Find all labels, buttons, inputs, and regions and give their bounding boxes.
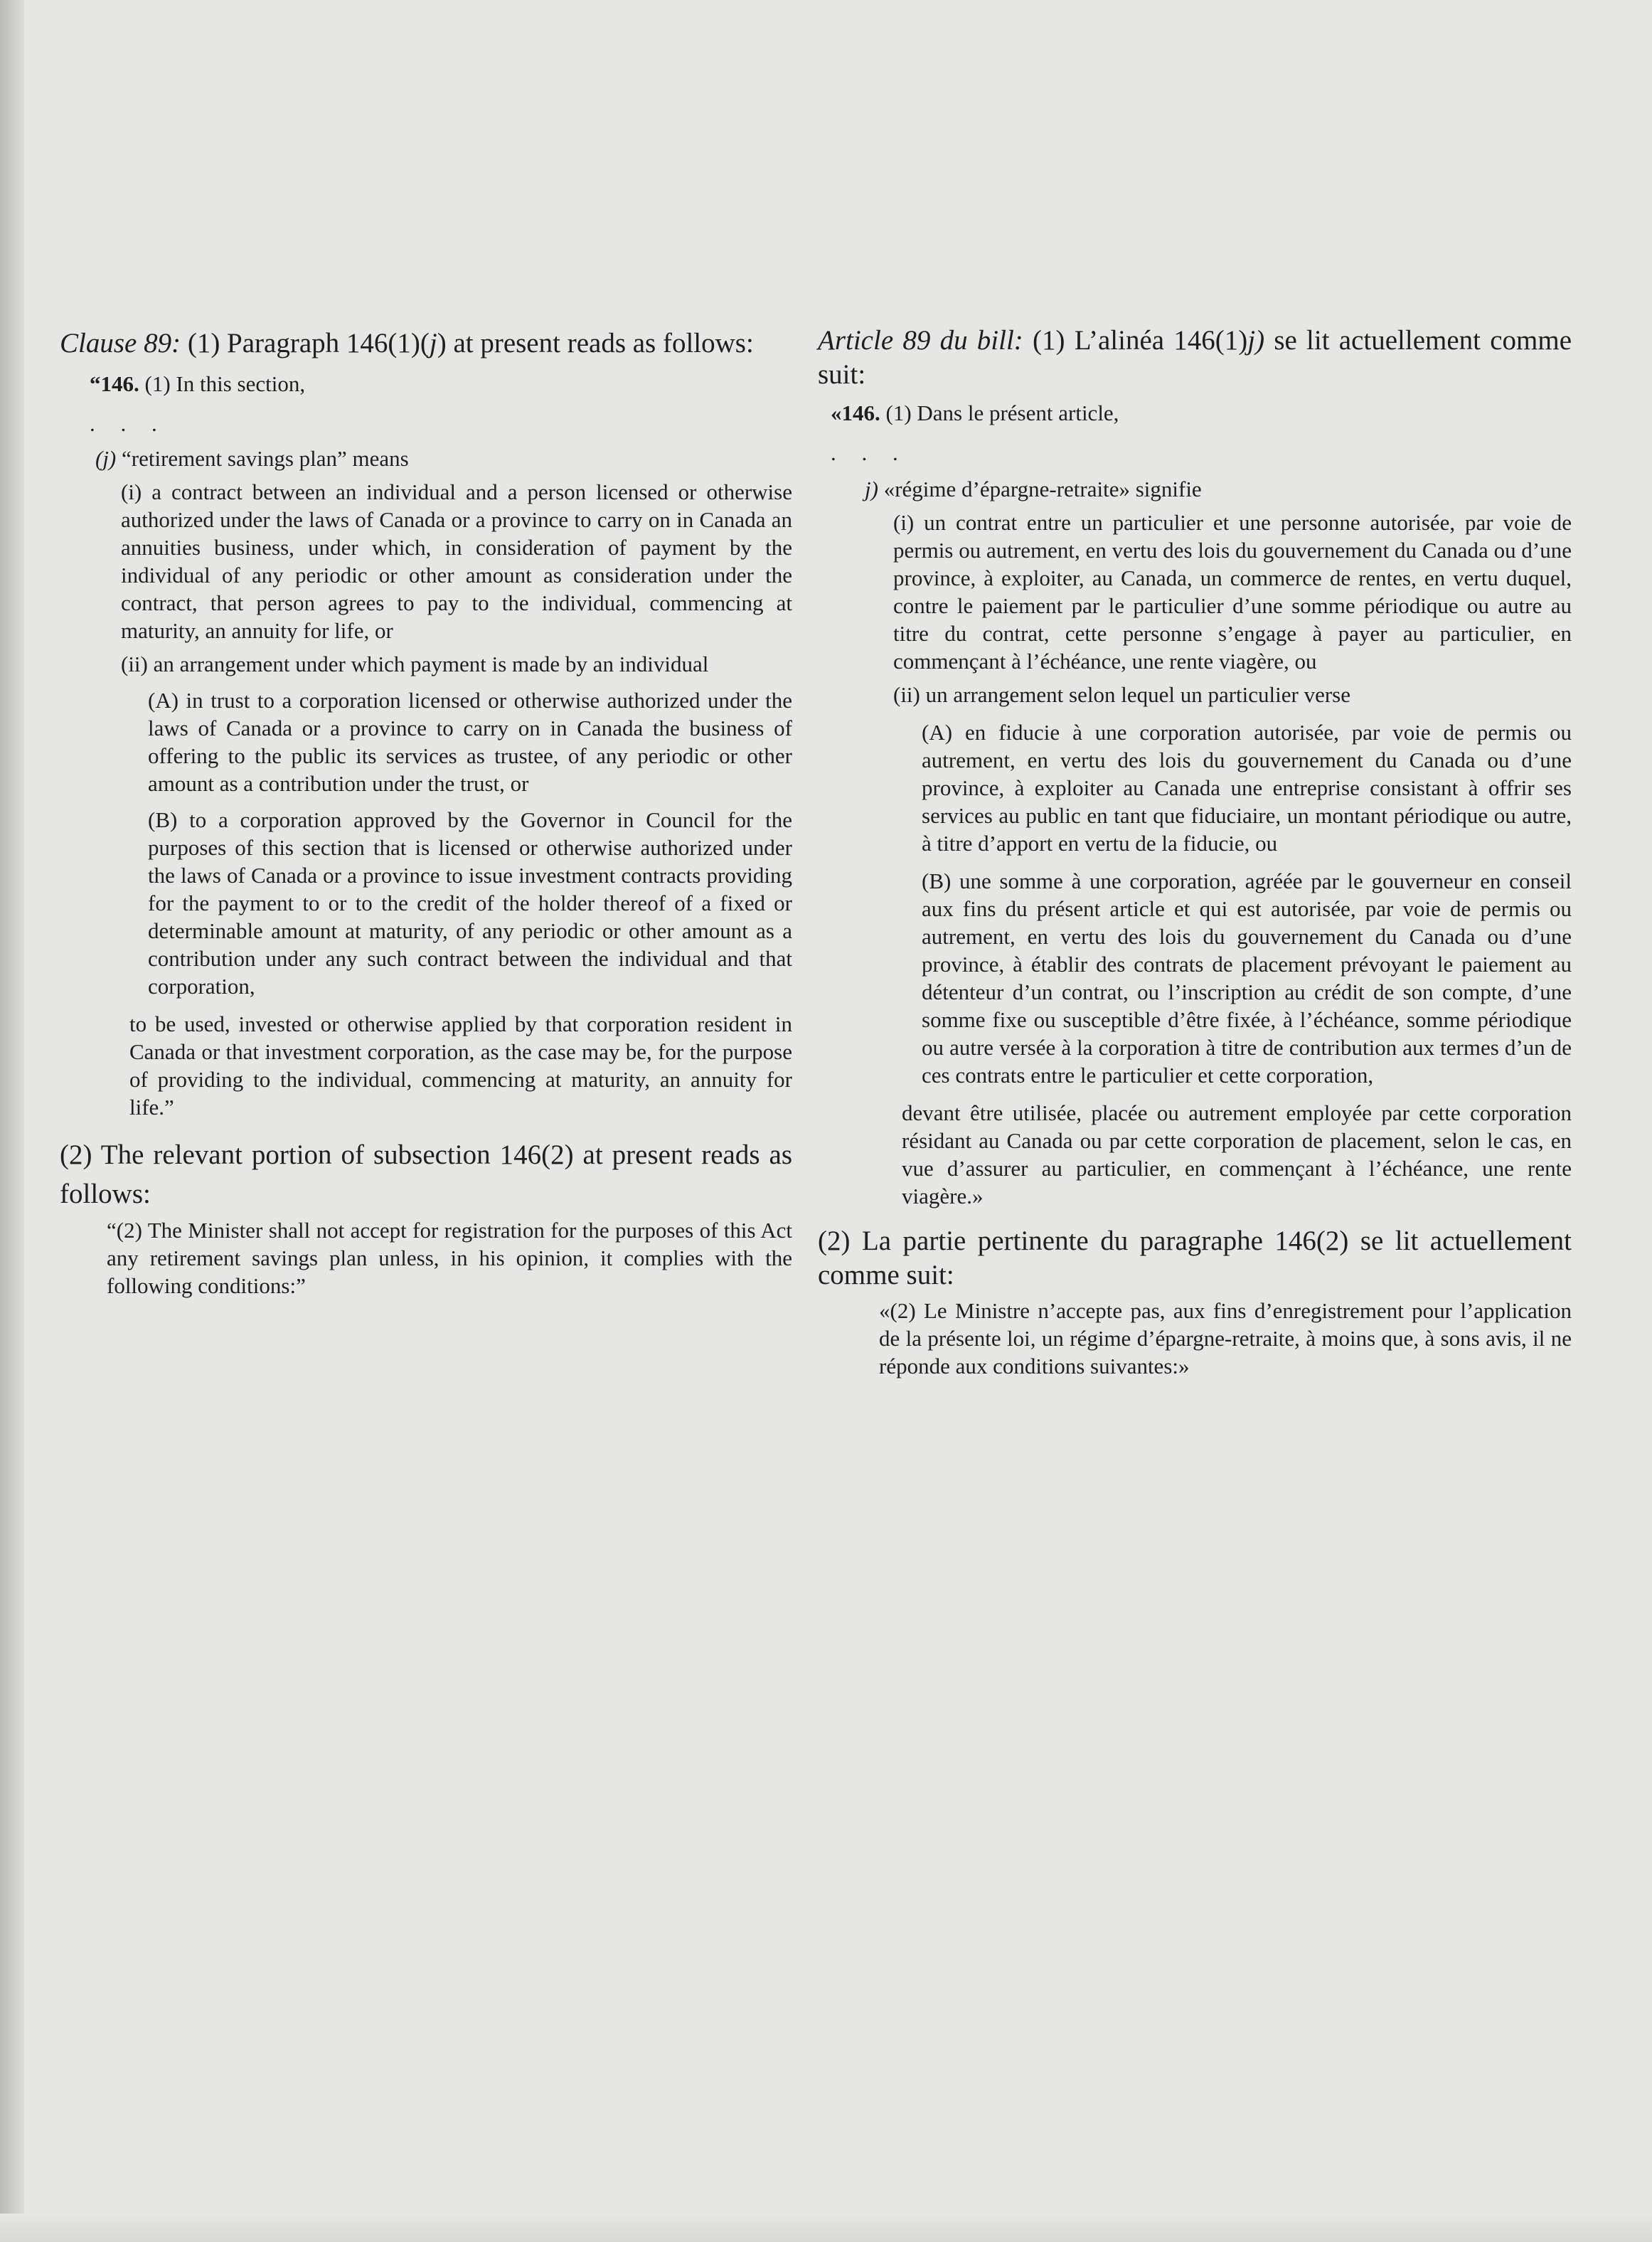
clause-b-fr: (B) une somme à une corporation, agréée par le gouverneur en conseil aux fins du présent article et qui est autorisée, par voie de permis ou autrement, en vertu des lois du gouvernement du Canada ou d’une province, à établir des contrats de placement prévoyant le paiement au détenteur d’un contrat, ou l’inscription au crédit de son compte, d’une somme fixe ou susceptible d’être fixée, à l’échéance, somme périodique ou autre versée à la corporation à titre de contribution aux termes d’un de ces contrats entre le particulier et cette corporation, — [922, 868, 1572, 1088]
article-label: Article 89 du bill: — [818, 325, 1023, 356]
section-lead — [60, 370, 792, 398]
closing-text-fr: devant être utilisée, placée ou autrement employée par cette corporation résidant au Canada ou par cette corporation de placement, selon le cas, en vue d’assurer au particulier, en commençant à l’échéance, une rente viagère.» — [902, 1100, 1572, 1208]
definition-heading — [60, 445, 792, 472]
english-column — [60, 324, 792, 1300]
article-heading-text: (1) L’alinéa 146(1) — [1033, 325, 1248, 356]
section-number: “146. — [90, 371, 139, 396]
ellipsis-fr: . . . — [831, 440, 908, 465]
section-lead-text-fr: (1) Dans le présent article, — [885, 400, 1119, 425]
french-column — [818, 324, 1572, 1380]
clause-a-fr: (A) en fiducie à une corporation autorisée, par voie de permis ou autrement, en vertu des lois du gouvernement du Canada ou d’une province, à exploiter au Canada une entreprise consistant à offrir ses services au public en tant que fiduciaire, un montant périodique ou autre, à titre d’apport en vertu de la fiducie, ou — [922, 720, 1572, 856]
clause-b: (B) to a corporation approved by the Governor in Council for the purposes of this section that is licensed or otherwise authorized under the laws of Canada or a province to issue investment contracts providing for the payment to or to the credit of the holder thereof of a fixed or determinable amount at maturity, of any periodic or other amount as a contribution under any such contract between the individual and that corporation, — [148, 807, 792, 999]
article-heading-text-end: se lit actuellement comme suit: — [818, 325, 1572, 390]
definition-term-fr: «régime d’épargne-retraite» signifie — [883, 477, 1202, 501]
clause-heading-text-end: ) at present reads as follows: — [437, 328, 754, 358]
closing-text: to be used, invested or otherwise applied by that corporation resident in Canada or that investment corporation, as the case may be, for the purpose of providing to the individual, commencing at maturity, an annuity for life.” — [129, 1011, 792, 1120]
article-heading — [818, 324, 1572, 392]
subparagraph-ii-fr: (ii) un arrangement selon lequel un particulier verse — [893, 682, 1350, 707]
definition-label-fr: j) — [865, 477, 878, 501]
page-bottom-shadow — [0, 2214, 1652, 2242]
ellipsis: . . . — [90, 411, 167, 436]
subsection-heading: (2) The relevant portion of subsection 146(2) at present reads as follows: — [60, 1139, 792, 1209]
definition-heading-fr — [818, 475, 1572, 503]
clause-a: (A) in trust to a corporation licensed or otherwise authorized under the laws of Canada or a province to carry on in Canada the business of offering to the public its services as trustee, of any periodic or other amount as a contribution under the trust, or — [148, 688, 792, 796]
clause-label: Clause 89: — [60, 328, 181, 358]
subsection-quote: “(2) The Minister shall not accept for registration for the purposes of this Act any retirement savings plan unless, in his opinion, it complies with the following conditions:” — [107, 1218, 792, 1298]
section-lead-text: (1) In this section, — [144, 371, 306, 396]
section-number-fr: «146. — [831, 400, 880, 425]
clause-heading-text: (1) Paragraph 146(1)( — [187, 328, 430, 358]
subsection-quote-fr: «(2) Le Ministre n’accepte pas, aux fins d’enregistrement pour l’application de la présente loi, un régime d’épargne-retraite, à moins que, à sons avis, il ne réponde aux conditions suivantes:» — [879, 1298, 1572, 1378]
clause-heading — [60, 324, 792, 363]
definition-label: (j) — [95, 446, 117, 471]
page-edge-shadow — [0, 0, 24, 2242]
subparagraph-i-fr: (i) un contrat entre un particulier et une personne autorisée, par voie de permis ou autrement, en vertu des lois du gouvernement du Canada ou d’une province, à exploiter, au Canada, un commerce de rentes, en vertu duquel, contre le paiement par le particulier d’une somme périodique ou autre au titre du contrat, cette personne s’engage à payer au particulier, en commençant à l’échéance, une rente viagère, ou — [893, 510, 1572, 674]
clause-heading-italic: j — [429, 328, 437, 358]
section-lead-fr — [818, 399, 1572, 427]
subsection-heading-fr: (2) La partie pertinente du paragraphe 146(2) se lit actuellement comme suit: — [818, 1226, 1572, 1290]
subparagraph-ii: (ii) an arrangement under which payment is made by an individual — [121, 652, 709, 676]
definition-term: “retirement savings plan” means — [122, 446, 409, 471]
subparagraph-i: (i) a contract between an individual and a person licensed or otherwise authorized under the laws of Canada or a province to carry on in Canada an annuities business, under which, in consideration of payment by the individual of any periodic or other amount as consideration under the contract, that person agrees to pay to the individual, commencing at maturity, an annuity for life, or — [121, 479, 792, 643]
article-heading-italic: j) — [1247, 325, 1265, 356]
